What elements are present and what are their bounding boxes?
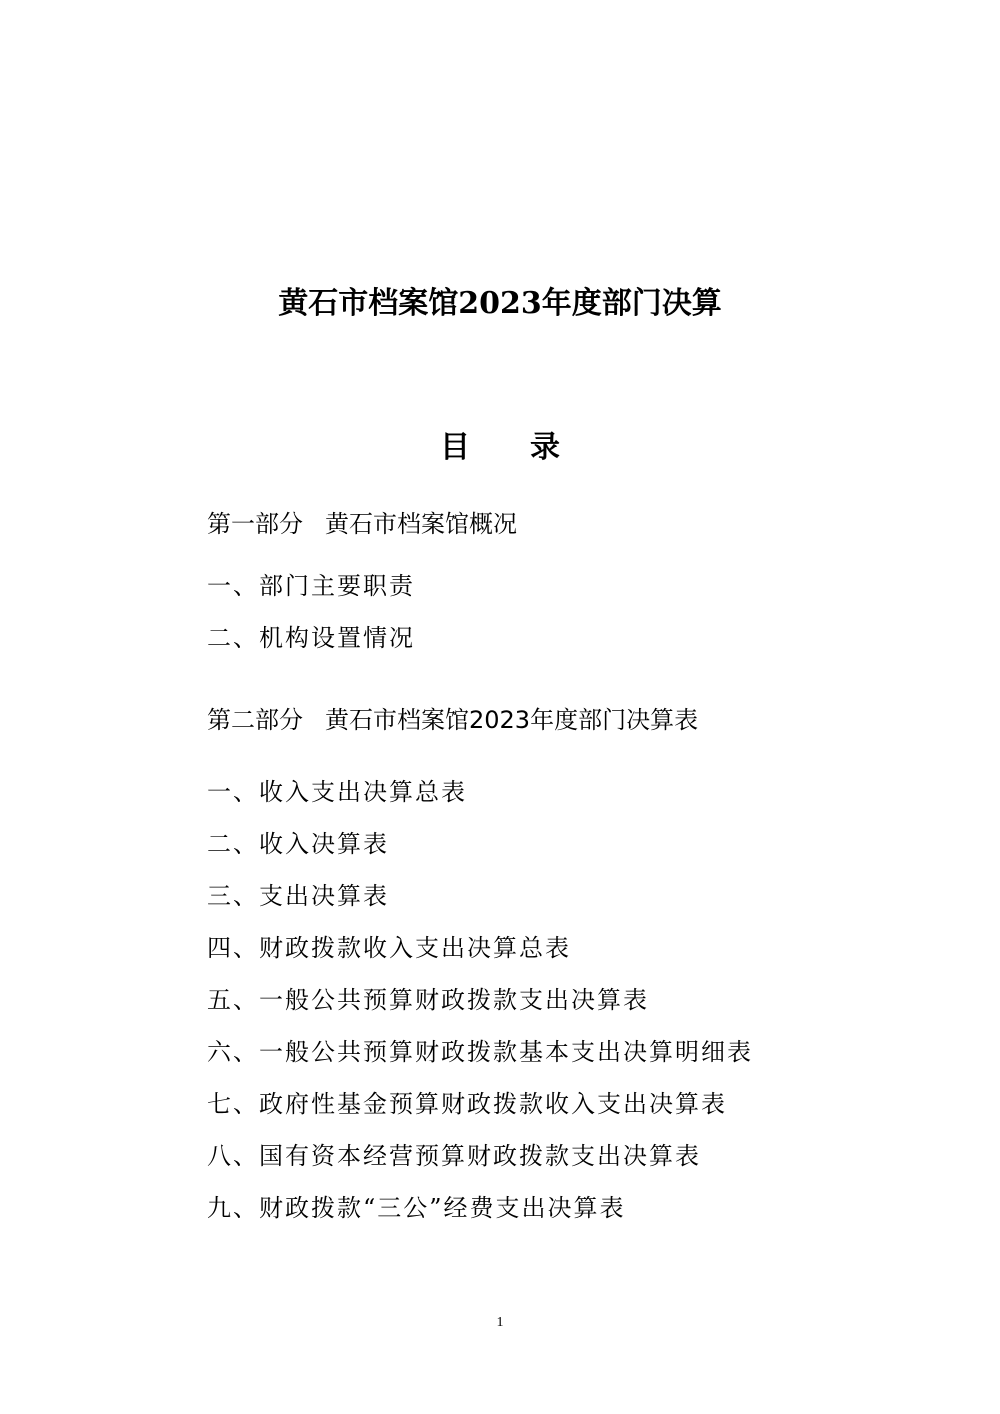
toc-item-2-7[interactable]: 七、政府性基金预算财政拨款收入支出决算表	[207, 1090, 727, 1118]
page-number: 1	[496, 1315, 504, 1330]
part2-label: 第二部分	[207, 706, 303, 734]
toc-item-2-5[interactable]: 五、一般公共预算财政拨款支出决算表	[207, 986, 649, 1014]
part1-heading	[207, 506, 517, 542]
part2-heading	[207, 702, 698, 738]
toc-item-2-9[interactable]: 九、财政拨款“三公”经费支出决算表	[207, 1194, 626, 1222]
toc-item-2-4[interactable]: 四、财政拨款收入支出决算总表	[207, 934, 571, 962]
toc-item-1-2[interactable]: 二、机构设置情况	[207, 624, 415, 652]
toc-item-1-1[interactable]: 一、部门主要职责	[207, 572, 415, 600]
part1-list	[207, 568, 415, 672]
document-title: 黄石市档案馆2023年度部门决算	[278, 286, 722, 321]
part1-title: 黄石市档案馆概况	[325, 510, 517, 538]
toc-item-2-8[interactable]: 八、国有资本经营预算财政拨款支出决算表	[207, 1142, 701, 1170]
part2-list	[207, 774, 753, 1242]
toc-item-2-6[interactable]: 六、一般公共预算财政拨款基本支出决算明细表	[207, 1038, 753, 1066]
toc-heading: 目录	[440, 430, 620, 465]
toc-item-2-3[interactable]: 三、支出决算表	[207, 882, 389, 910]
part2-title: 黄石市档案馆2023年度部门决算表	[325, 706, 699, 734]
toc-item-2-2[interactable]: 二、收入决算表	[207, 830, 389, 858]
toc-item-2-1[interactable]: 一、收入支出决算总表	[207, 778, 467, 806]
part1-label: 第一部分	[207, 510, 303, 538]
